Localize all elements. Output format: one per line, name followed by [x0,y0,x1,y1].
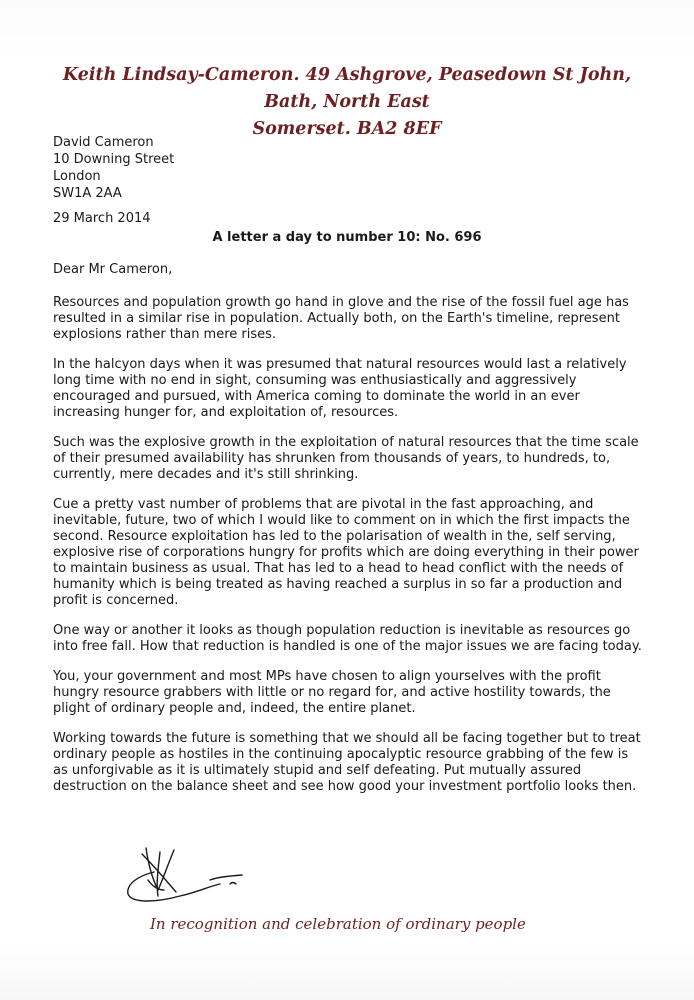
letterhead-line-1: Keith Lindsay-Cameron. 49 Ashgrove, Peasedown St John, Bath, North East [62,65,632,112]
paragraph: Cue a pretty vast number of problems that are pivotal in the fast approaching, and inevitable, future, two of which I would like to comment on in which the first impacts the second. Resource exploitation has led to the polarisation of wealth in the, self serving, explosive rise of corporations hungry for profits which are doing everything in their power to maintain business as usual. That has led to a head to head conflict with the needs of humanity which is being treated as having reached a surplus in so far a production and profit is concerned. [53,497,639,608]
recipient-name: David Cameron [53,135,154,150]
recipient-street: 10 Downing Street [53,152,175,167]
letterhead [40,62,654,143]
recipient-address [53,134,174,202]
paragraph: Such was the explosive growth in the exploitation of natural resources that the time scale of their presumed availability has shrunken from thousands of years, to hundreds, to, currently, mere decades and it's still shrinking. [53,435,639,482]
letter-subject: A letter a day to number 10: No. 696 [212,230,482,245]
recipient-postcode: SW1A 2AA [53,186,122,201]
recipient-city: London [53,169,101,184]
footer-tagline: In recognition and celebration of ordinary people [150,915,526,933]
handwritten-signature [118,840,278,910]
letterhead-line-2: Somerset. BA2 8EF [252,119,442,139]
paragraph: You, your government and most MPs have chosen to align yourselves with the profit hungry resource grabbers with little or no regard for, and active hostility towards, the plight of ordinary people and, indeed, the entire planet. [53,669,611,716]
paragraph: One way or another it looks as though population reduction is inevitable as resources go into free fall. How that reduction is handled is one of the major issues we are facing today. [53,623,642,654]
letter-date: 29 March 2014 [53,211,151,226]
letter-body [53,295,643,809]
salutation: Dear Mr Cameron, [53,262,173,277]
paragraph: Working towards the future is something that we should all be facing together but to treat ordinary people as hostiles in the continuing apocalyptic resource grabbing of the few is as unforgivable as it is ultimately stupid and self defeating. Put mutually assured destruction on the balance sheet and see how good your investment portfolio looks then. [53,731,641,794]
paragraph: Resources and population growth go hand in glove and the rise of the fossil fuel age has resulted in a similar rise in population. Actually both, on the Earth's timeline, represent explosions rather than mere rises. [53,295,629,342]
paragraph: In the halcyon days when it was presumed that natural resources would last a relatively long time with no end in sight, consuming was enthusiastically and aggressively encouraged and pursued, with America coming to dominate the world in an ever increasing hunger for, and exploitation of, resources. [53,357,627,420]
